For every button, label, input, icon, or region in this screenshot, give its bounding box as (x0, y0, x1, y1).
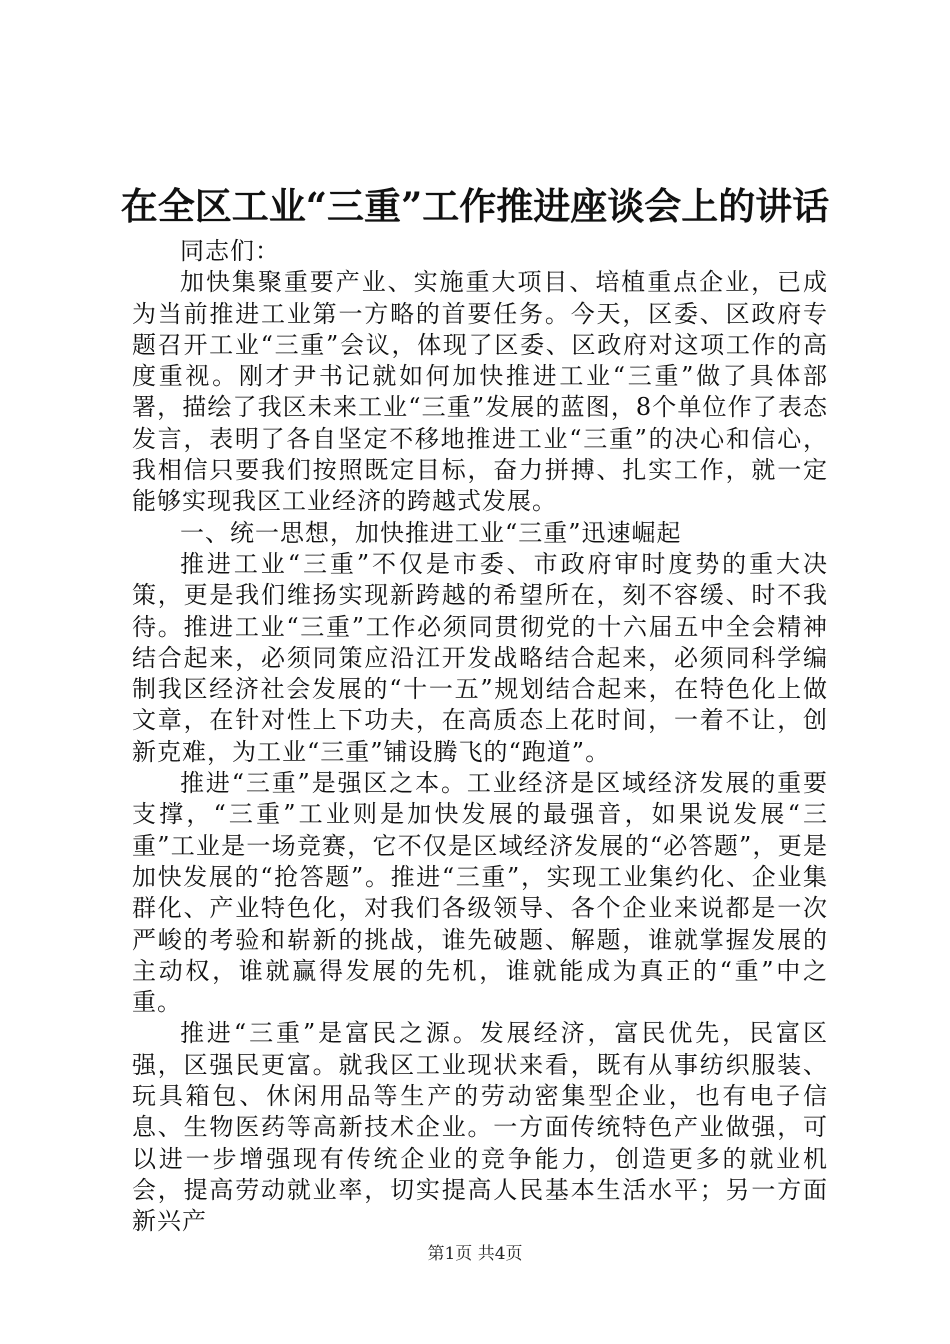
document-body (132, 236, 828, 1238)
section-heading: 一、统一思想，加快推进工业“三重”迅速崛起 (180, 518, 682, 547)
paragraph-intro: 加快集聚重要产业、实施重大项目、培植重点企业，已成为当前推进工业第一方略的首要任务。今天，区委、区政府专题召开工业“三重”会议，体现了区委、区政府对这项工作的高度重视。刚才尹书记就如何加快推进工业“三重”做了具体部署，描绘了我区未来工业“三重”发展的蓝图，8个单位作了表态发言，表明了各自坚定不移地推进工业“三重”的决心和信心，我相信只要我们按照既定目标，奋力拼搏、扎实工作，就一定能够实现我区工业经济的跨越式发展。 (132, 268, 828, 516)
document-title: 在全区工业“三重”工作推进座谈会上的讲话 (120, 184, 830, 228)
paragraph-strong-district: 推进“三重”是强区之本。工业经济是区域经济发展的重要支撑，“三重”工业则是加快发展的最强音，如果说发展“三重”工业是一场竞赛，它不仅是区域经济发展的“必答题”，更是加快发展的“抢答题”。推进“三重”，实现工业集约化、企业集群化、产业特色化，对我们各级领导、各个企业来说都是一次严峻的考验和崭新的挑战，谁先破题、解题，谁就掌握发展的主动权，谁就赢得发展的先机，谁就能成为真正的“重”中之重。 (132, 769, 828, 1017)
paragraph-decision: 推进工业“三重”不仅是市委、市政府审时度势的重大决策，更是我们维扬实现新跨越的希望所在，刻不容缓、时不我待。推进工业“三重”工作必须同贯彻党的十六届五中全会精神结合起来，必须同策应沿江开发战略结合起来，必须同科学编制我区经济社会发展的“十一五”规划结合起来，在特色化上做文章，在针对性上下功夫，在高质态上花时间，一着不让，创新克难，为工业“三重”铺设腾飞的“跑道”。 (132, 549, 828, 766)
paragraph-rich-people: 推进“三重”是富民之源。发展经济，富民优先，民富区强，区强民更富。就我区工业现状来看，既有从事纺织服装、玩具箱包、休闲用品等生产的劳动密集型企业，也有电子信息、生物医药等高新技术企业。一方面传统特色产业做强，可以进一步增强现有传统企业的竞争能力，创造更多的就业机会，提高劳动就业率，切实提高人民基本生活水平；另一方面新兴产 (132, 1019, 828, 1236)
page-footer: 第1页 共4页 (427, 1244, 523, 1264)
salutation: 同志们： (180, 237, 280, 265)
